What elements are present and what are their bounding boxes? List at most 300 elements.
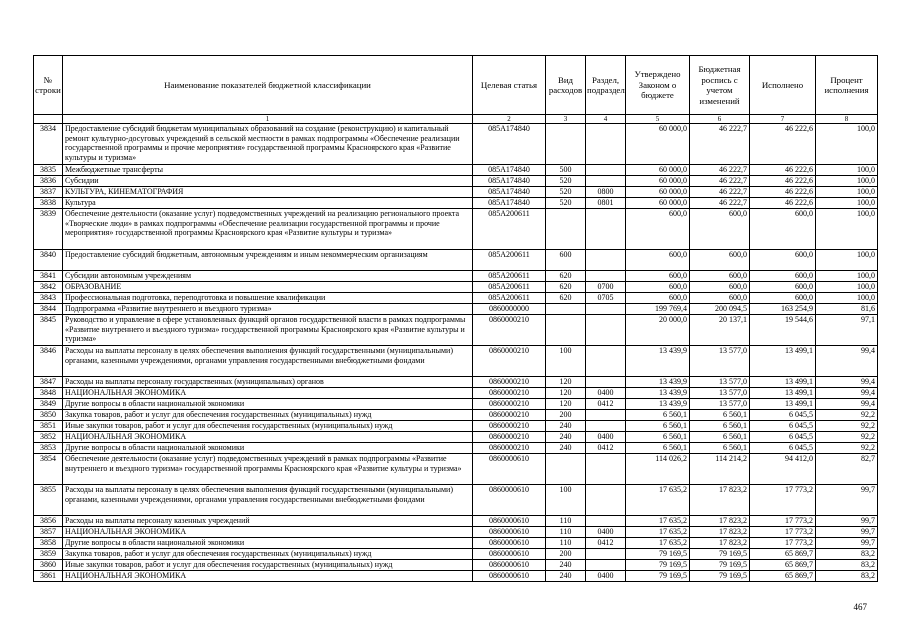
row-section: [586, 410, 626, 421]
row-percent: 92,2: [816, 410, 878, 421]
row-type: [546, 304, 586, 315]
row-section: [586, 485, 626, 516]
row-section: 0400: [586, 527, 626, 538]
row-approved: 60 000,0: [626, 165, 690, 176]
header-type: Вид расходов: [546, 56, 586, 115]
row-name: Закупка товаров, работ и услуг для обеспечения государственных (муниципальных) нужд: [63, 549, 473, 560]
row-number: 3846: [34, 346, 63, 377]
row-approved: 17 635,2: [626, 527, 690, 538]
table-row: [34, 410, 878, 421]
row-percent: 99,4: [816, 399, 878, 410]
row-approved: 60 000,0: [626, 176, 690, 187]
row-section: [586, 124, 626, 165]
row-budget: 46 222,7: [690, 198, 750, 209]
row-executed: 163 254,9: [750, 304, 816, 315]
row-percent: 100,0: [816, 293, 878, 304]
row-executed: 46 222,6: [750, 165, 816, 176]
row-name: Субсидии автономным учреждениям: [63, 271, 473, 282]
row-type: 620: [546, 271, 586, 282]
row-budget: 6 560,1: [690, 410, 750, 421]
row-executed: 17 773,2: [750, 516, 816, 527]
row-executed: 19 544,6: [750, 315, 816, 346]
column-number-blank: [34, 115, 63, 124]
row-section: 0412: [586, 399, 626, 410]
row-section: 0700: [586, 282, 626, 293]
row-executed: 6 045,5: [750, 432, 816, 443]
row-name: НАЦИОНАЛЬНАЯ ЭКОНОМИКА: [63, 527, 473, 538]
row-executed: 46 222,6: [750, 198, 816, 209]
header-name: Наименование показателей бюджетной классификации: [63, 56, 473, 115]
row-executed: 46 222,6: [750, 176, 816, 187]
row-target: 0860000610: [473, 527, 546, 538]
row-type: 240: [546, 560, 586, 571]
row-percent: 99,7: [816, 527, 878, 538]
row-section: 0412: [586, 443, 626, 454]
header-row: [34, 56, 878, 115]
row-type: 620: [546, 282, 586, 293]
row-name: Иные закупки товаров, работ и услуг для обеспечения государственных (муниципальных) нужд: [63, 560, 473, 571]
row-number: 3843: [34, 293, 63, 304]
row-budget: 17 823,2: [690, 538, 750, 549]
row-percent: 99,7: [816, 485, 878, 516]
column-number: 1: [63, 115, 473, 124]
table-row: [34, 250, 878, 271]
row-approved: 20 000,0: [626, 315, 690, 346]
row-target: 0860000000: [473, 304, 546, 315]
row-target: 0860000210: [473, 443, 546, 454]
row-section: 0800: [586, 187, 626, 198]
row-approved: 600,0: [626, 250, 690, 271]
row-name: Предоставление субсидий бюджетным, автономным учреждениям и иным некоммерческим организациям: [63, 250, 473, 271]
row-budget: 6 560,1: [690, 432, 750, 443]
row-approved: 13 439,9: [626, 388, 690, 399]
row-percent: 100,0: [816, 176, 878, 187]
row-approved: 60 000,0: [626, 198, 690, 209]
row-number: 3853: [34, 443, 63, 454]
row-budget: 6 560,1: [690, 443, 750, 454]
row-section: 0400: [586, 432, 626, 443]
row-target: 085А200611: [473, 293, 546, 304]
row-executed: 600,0: [750, 271, 816, 282]
row-executed: 65 869,7: [750, 549, 816, 560]
row-target: 0860000610: [473, 516, 546, 527]
row-number: 3855: [34, 485, 63, 516]
row-target: 085А200611: [473, 209, 546, 250]
row-name: Межбюджетные трансферты: [63, 165, 473, 176]
row-name: Подпрограмма «Развитие внутреннего и въездного туризма»: [63, 304, 473, 315]
row-percent: 83,2: [816, 571, 878, 582]
table-row: [34, 443, 878, 454]
row-target: 0860000610: [473, 454, 546, 485]
row-name: ОБРАЗОВАНИЕ: [63, 282, 473, 293]
row-budget: 13 577,0: [690, 346, 750, 377]
row-type: 120: [546, 377, 586, 388]
row-target: 085А174840: [473, 124, 546, 165]
row-approved: 199 769,4: [626, 304, 690, 315]
row-budget: 114 214,2: [690, 454, 750, 485]
row-executed: 94 412,0: [750, 454, 816, 485]
row-percent: 100,0: [816, 271, 878, 282]
budget-table: [33, 55, 878, 582]
row-section: [586, 421, 626, 432]
row-target: 0860000610: [473, 549, 546, 560]
row-name: Другие вопросы в области национальной экономики: [63, 443, 473, 454]
row-percent: 92,2: [816, 421, 878, 432]
table-row: [34, 516, 878, 527]
row-percent: 83,2: [816, 560, 878, 571]
row-percent: 99,4: [816, 388, 878, 399]
row-approved: 79 169,5: [626, 571, 690, 582]
row-approved: 13 439,9: [626, 346, 690, 377]
row-name: НАЦИОНАЛЬНАЯ ЭКОНОМИКА: [63, 388, 473, 399]
row-target: 0860000210: [473, 388, 546, 399]
row-number: 3840: [34, 250, 63, 271]
row-budget: 6 560,1: [690, 421, 750, 432]
row-section: [586, 377, 626, 388]
table-row: [34, 549, 878, 560]
row-budget: 13 577,0: [690, 377, 750, 388]
column-number: 4: [586, 115, 626, 124]
row-number: 3845: [34, 315, 63, 346]
row-percent: 92,2: [816, 432, 878, 443]
row-type: 100: [546, 485, 586, 516]
row-type: [546, 124, 586, 165]
row-name: Руководство и управление в сфере установленных функций органов государственной власти в рамках подпрограммы «Развитие внутреннего и въездного туризма» государственной программы Красноярского края «Развитие культуры и туризма»: [63, 315, 473, 346]
row-executed: 46 222,6: [750, 187, 816, 198]
row-executed: 13 499,1: [750, 346, 816, 377]
row-target: 085А200611: [473, 250, 546, 271]
row-executed: 600,0: [750, 250, 816, 271]
row-number: 3847: [34, 377, 63, 388]
row-target: 0860000610: [473, 485, 546, 516]
row-name: КУЛЬТУРА, КИНЕМАТОГРАФИЯ: [63, 187, 473, 198]
row-budget: 600,0: [690, 282, 750, 293]
row-budget: 20 137,1: [690, 315, 750, 346]
row-section: [586, 209, 626, 250]
row-target: 0860000210: [473, 315, 546, 346]
row-section: [586, 304, 626, 315]
row-section: [586, 271, 626, 282]
row-section: [586, 516, 626, 527]
row-number: 3849: [34, 399, 63, 410]
row-target: 0860000210: [473, 377, 546, 388]
row-approved: 600,0: [626, 293, 690, 304]
column-number: 6: [690, 115, 750, 124]
row-number: 3852: [34, 432, 63, 443]
row-approved: 6 560,1: [626, 432, 690, 443]
row-section: [586, 315, 626, 346]
row-name: Обеспечение деятельности (оказание услуг) подведомственных учреждений в рамках подпрограммы «Развитие внутреннего и въездного туризма» государственной программы Красноярского края «Развитие культуры и туризма»: [63, 454, 473, 485]
row-approved: 600,0: [626, 209, 690, 250]
row-name: Другие вопросы в области национальной экономики: [63, 538, 473, 549]
row-approved: 17 635,2: [626, 485, 690, 516]
row-type: 100: [546, 346, 586, 377]
row-type: 110: [546, 516, 586, 527]
table-row: [34, 304, 878, 315]
table-row: [34, 187, 878, 198]
column-number: 8: [816, 115, 878, 124]
row-name: Расходы на выплаты персоналу в целях обеспечения выполнения функций государственными (муниципальными) органами, казенными учреждениями, органами управления государственными внебюджетными фондами: [63, 485, 473, 516]
row-budget: 46 222,7: [690, 187, 750, 198]
row-target: 0860000210: [473, 432, 546, 443]
table-row: [34, 124, 878, 165]
row-budget: 79 169,5: [690, 560, 750, 571]
row-approved: 79 169,5: [626, 549, 690, 560]
row-percent: 92,2: [816, 443, 878, 454]
row-number: 3839: [34, 209, 63, 250]
table-row: [34, 346, 878, 377]
row-budget: 79 169,5: [690, 549, 750, 560]
table-row: [34, 421, 878, 432]
row-approved: 6 560,1: [626, 421, 690, 432]
row-approved: 13 439,9: [626, 377, 690, 388]
row-executed: 600,0: [750, 282, 816, 293]
row-section: 0801: [586, 198, 626, 209]
row-approved: 60 000,0: [626, 187, 690, 198]
row-section: 0400: [586, 571, 626, 582]
row-executed: 600,0: [750, 293, 816, 304]
row-number: 3835: [34, 165, 63, 176]
row-section: [586, 560, 626, 571]
row-section: [586, 346, 626, 377]
row-type: 600: [546, 250, 586, 271]
row-executed: 6 045,5: [750, 410, 816, 421]
row-name: Расходы на выплаты персоналу в целях обеспечения выполнения функций государственными (муниципальными) органами, казенными учреждениями, органами управления государственными внебюджетными фондами: [63, 346, 473, 377]
table-row: [34, 282, 878, 293]
row-number: 3856: [34, 516, 63, 527]
table-row: [34, 571, 878, 582]
row-executed: 17 773,2: [750, 538, 816, 549]
row-approved: 114 026,2: [626, 454, 690, 485]
row-section: [586, 454, 626, 485]
row-percent: 81,6: [816, 304, 878, 315]
table-row: [34, 377, 878, 388]
row-approved: 6 560,1: [626, 443, 690, 454]
column-number: 3: [546, 115, 586, 124]
table-row: [34, 454, 878, 485]
row-name: Закупка товаров, работ и услуг для обеспечения государственных (муниципальных) нужд: [63, 410, 473, 421]
row-number: 3859: [34, 549, 63, 560]
row-type: 200: [546, 410, 586, 421]
table-row: [34, 293, 878, 304]
row-approved: 600,0: [626, 271, 690, 282]
row-budget: 13 577,0: [690, 399, 750, 410]
row-target: 085А174840: [473, 198, 546, 209]
row-name: НАЦИОНАЛЬНАЯ ЭКОНОМИКА: [63, 432, 473, 443]
row-type: 200: [546, 549, 586, 560]
row-type: 520: [546, 187, 586, 198]
header-section: Раздел, подраздел: [586, 56, 626, 115]
row-approved: 79 169,5: [626, 560, 690, 571]
row-percent: 100,0: [816, 209, 878, 250]
row-target: 085А174840: [473, 176, 546, 187]
row-executed: 13 499,1: [750, 399, 816, 410]
header-target: Целевая статья: [473, 56, 546, 115]
row-target: 0860000610: [473, 560, 546, 571]
row-type: 240: [546, 421, 586, 432]
table-row: [34, 538, 878, 549]
row-approved: 17 635,2: [626, 538, 690, 549]
row-name: Субсидии: [63, 176, 473, 187]
row-section: [586, 250, 626, 271]
row-section: 0400: [586, 388, 626, 399]
row-percent: 99,7: [816, 538, 878, 549]
row-number: 3854: [34, 454, 63, 485]
table-row: [34, 432, 878, 443]
table-row: [34, 560, 878, 571]
row-budget: 600,0: [690, 250, 750, 271]
row-name: Профессиональная подготовка, переподготовка и повышение квалификации: [63, 293, 473, 304]
row-number: 3842: [34, 282, 63, 293]
table-row: [34, 198, 878, 209]
row-section: 0705: [586, 293, 626, 304]
row-budget: 17 823,2: [690, 516, 750, 527]
table-row: [34, 176, 878, 187]
table-row: [34, 399, 878, 410]
row-budget: 13 577,0: [690, 388, 750, 399]
row-executed: 13 499,1: [750, 377, 816, 388]
row-type: 500: [546, 165, 586, 176]
header-budget: Бюджетная роспись с учетом изменений: [690, 56, 750, 115]
row-number: 3836: [34, 176, 63, 187]
row-target: 0860000210: [473, 421, 546, 432]
row-name: Другие вопросы в области национальной экономики: [63, 399, 473, 410]
header-approved: Утверждено Законом о бюджете: [626, 56, 690, 115]
row-approved: 600,0: [626, 282, 690, 293]
row-approved: 60 000,0: [626, 124, 690, 165]
row-executed: 65 869,7: [750, 571, 816, 582]
budget-report-page: [33, 55, 877, 582]
row-target: 0860000210: [473, 410, 546, 421]
row-executed: 46 222,6: [750, 124, 816, 165]
row-name: Расходы на выплаты персоналу государственных (муниципальных) органов: [63, 377, 473, 388]
row-target: 0860000610: [473, 571, 546, 582]
row-percent: 82,7: [816, 454, 878, 485]
row-budget: 600,0: [690, 209, 750, 250]
row-type: [546, 315, 586, 346]
row-target: 0860000210: [473, 346, 546, 377]
row-executed: 65 869,7: [750, 560, 816, 571]
row-percent: 100,0: [816, 165, 878, 176]
row-percent: 100,0: [816, 124, 878, 165]
row-type: 110: [546, 538, 586, 549]
row-percent: 83,2: [816, 549, 878, 560]
row-percent: 99,4: [816, 346, 878, 377]
table-row: [34, 315, 878, 346]
row-budget: 600,0: [690, 271, 750, 282]
row-number: 3850: [34, 410, 63, 421]
row-budget: 46 222,7: [690, 165, 750, 176]
row-section: [586, 165, 626, 176]
row-type: 120: [546, 388, 586, 399]
row-number: 3844: [34, 304, 63, 315]
row-type: 240: [546, 432, 586, 443]
row-approved: 17 635,2: [626, 516, 690, 527]
row-target: 085А174840: [473, 165, 546, 176]
row-budget: 46 222,7: [690, 176, 750, 187]
row-percent: 97,1: [816, 315, 878, 346]
row-type: [546, 209, 586, 250]
row-type: 620: [546, 293, 586, 304]
table-row: [34, 209, 878, 250]
row-target: 085А200611: [473, 271, 546, 282]
row-target: 085А174840: [473, 187, 546, 198]
row-approved: 6 560,1: [626, 410, 690, 421]
row-number: 3838: [34, 198, 63, 209]
row-budget: 17 823,2: [690, 527, 750, 538]
table-row: [34, 165, 878, 176]
row-budget: 200 094,5: [690, 304, 750, 315]
row-target: 0860000210: [473, 399, 546, 410]
row-name: НАЦИОНАЛЬНАЯ ЭКОНОМИКА: [63, 571, 473, 582]
row-target: 085А200611: [473, 282, 546, 293]
table-row: [34, 485, 878, 516]
row-type: 120: [546, 399, 586, 410]
row-number: 3860: [34, 560, 63, 571]
row-number: 3848: [34, 388, 63, 399]
row-type: 520: [546, 176, 586, 187]
row-percent: 99,4: [816, 377, 878, 388]
row-percent: 100,0: [816, 250, 878, 271]
row-number: 3841: [34, 271, 63, 282]
column-number: 2: [473, 115, 546, 124]
row-percent: 99,7: [816, 516, 878, 527]
row-target: 0860000610: [473, 538, 546, 549]
row-number: 3857: [34, 527, 63, 538]
row-percent: 100,0: [816, 282, 878, 293]
row-name: Расходы на выплаты персоналу казенных учреждений: [63, 516, 473, 527]
table-row: [34, 527, 878, 538]
table-row: [34, 271, 878, 282]
row-budget: 17 823,2: [690, 485, 750, 516]
column-number: 7: [750, 115, 816, 124]
row-executed: 17 773,2: [750, 485, 816, 516]
row-name: Иные закупки товаров, работ и услуг для обеспечения государственных (муниципальных) нужд: [63, 421, 473, 432]
row-type: 520: [546, 198, 586, 209]
row-number: 3851: [34, 421, 63, 432]
row-executed: 13 499,1: [750, 388, 816, 399]
row-type: [546, 454, 586, 485]
row-name: Предоставление субсидий бюджетам муниципальных образований на создание (реконструкцию) и капитальный ремонт культурно-досуговых учреждений в сельской местности в рамках подпрограммы «Обеспечение реализации государственной программы и прочие мероприятия» государственной программы Красноярского края «Развитие культуры и туризма»: [63, 124, 473, 165]
row-percent: 100,0: [816, 198, 878, 209]
row-type: 110: [546, 527, 586, 538]
row-number: 3837: [34, 187, 63, 198]
row-executed: 6 045,5: [750, 443, 816, 454]
row-type: 240: [546, 443, 586, 454]
row-section: [586, 549, 626, 560]
table-row: [34, 388, 878, 399]
row-approved: 13 439,9: [626, 399, 690, 410]
row-budget: 46 222,7: [690, 124, 750, 165]
row-name: Культура: [63, 198, 473, 209]
page-number: 467: [853, 602, 867, 612]
header-executed: Исполнено: [750, 56, 816, 115]
row-number: 3861: [34, 571, 63, 582]
row-number: 3858: [34, 538, 63, 549]
row-budget: 600,0: [690, 293, 750, 304]
header-row-no: № строки: [34, 56, 63, 115]
row-name: Обеспечение деятельности (оказание услуг) подведомственных учреждений на реализацию регионального проекта «Творческие люди» в рамках подпрограммы «Обеспечение реализации государственной программы и прочие мероприятия» государственной программы Красноярского края «Развитие культуры и туризма»: [63, 209, 473, 250]
row-number: 3834: [34, 124, 63, 165]
column-number: 5: [626, 115, 690, 124]
header-percent: Процент исполнения: [816, 56, 878, 115]
column-number-row: [34, 115, 878, 124]
row-budget: 79 169,5: [690, 571, 750, 582]
row-executed: 6 045,5: [750, 421, 816, 432]
row-percent: 100,0: [816, 187, 878, 198]
row-executed: 600,0: [750, 209, 816, 250]
row-type: 240: [546, 571, 586, 582]
